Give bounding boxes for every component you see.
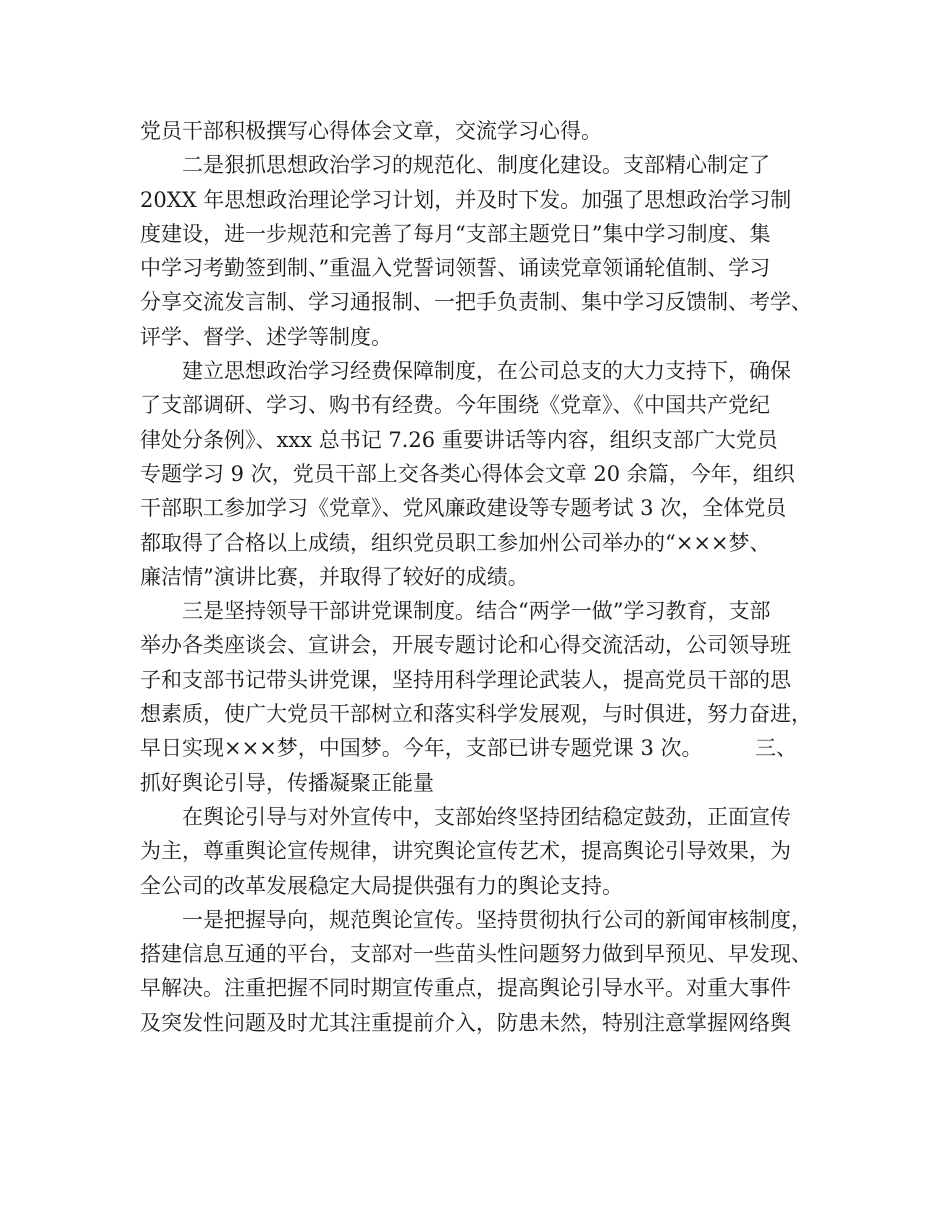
text-line: 及突发性问题及时尤其注重提前介入，防患未然，特别注意掌握网络舆: [140, 1010, 791, 1035]
text-line: 二是狠抓思想政治学习的规范化、制度化建设。支部精心制定了: [140, 153, 770, 178]
text-line: 为主，尊重舆论宣传规律，讲究舆论宣传艺术，提高舆论引导效果，为: [140, 839, 791, 864]
text-line: 律处分条例》、xxx 总书记 7.26 重要讲话等内容，组织支部广大党员: [140, 427, 778, 452]
text-line: 中学习考勤签到制、”重温入党誓词领誓、诵读党章领诵轮值制、学习: [140, 256, 771, 281]
text-line: 20XX 年思想政治理论学习计划，并及时下发。加强了思想政治学习制: [140, 187, 792, 212]
body-text: [140, 114, 830, 1040]
text-line: 在舆论引导与对外宣传中，支部始终坚持团结稳定鼓劲，正面宣传: [140, 804, 791, 829]
text-line: 全公司的改革发展稳定大局提供强有力的舆论支持。: [140, 873, 623, 898]
text-line: 子和支部书记带头讲党课，坚持用科学理论武装人，提高党员干部的思: [140, 667, 791, 692]
text-line: 廉洁情”演讲比赛，并取得了较好的成绩。: [140, 564, 529, 589]
text-line: 分享交流发言制、学习通报制、一把手负责制、集中学习反馈制、考学、: [140, 290, 812, 315]
text-line: 早解决。注重把握不同时期宣传重点，提高舆论引导水平。对重大事件: [140, 976, 791, 1001]
text-line: 都取得了合格以上成绩，组织党员职工参加州公司举办的“×××梦、: [140, 530, 771, 555]
text-line: 三是坚持领导干部讲党课制度。结合“两学一做”学习教育，支部: [140, 599, 771, 624]
section-heading: 抓好舆论引导，传播凝聚正能量: [140, 770, 434, 795]
text-line: 举办各类座谈会、宣讲会，开展专题讨论和心得交流活动，公司领导班: [140, 633, 791, 658]
text-line: 建立思想政治学习经费保障制度，在公司总支的大力支持下，确保: [140, 359, 791, 384]
text-line: 专题学习 9 次，党员干部上交各类心得体会文章 20 余篇，今年，组织: [140, 461, 795, 486]
text-line: 评学、督学、述学等制度。: [140, 324, 392, 349]
text-line: 一是把握导向，规范舆论宣传。坚持贯彻执行公司的新闻审核制度，: [140, 907, 812, 932]
text-line: 干部职工参加学习《党章》、党风廉政建设等专题考试 3 次，全体党员: [140, 496, 787, 521]
text-line: 党员干部积极撰写心得体会文章，交流学习心得。: [140, 119, 602, 143]
text-line: 早日实现×××梦，中国梦。今年，支部已讲专题党课 3 次。 三、: [140, 736, 797, 761]
text-line: 度建设，进一步规范和完善了每月“支部主题党日”集中学习制度、集: [140, 221, 771, 246]
text-line: 了支部调研、学习、购书有经费。今年围绕《党章》、《中国共产党纪: [140, 393, 770, 418]
text-line: 搭建信息互通的平台，支部对一些苗头性问题努力做到早预见、早发现、: [140, 942, 812, 967]
text-line: 想素质，使广大党员干部树立和落实科学发展观，与时俱进，努力奋进，: [140, 702, 812, 727]
